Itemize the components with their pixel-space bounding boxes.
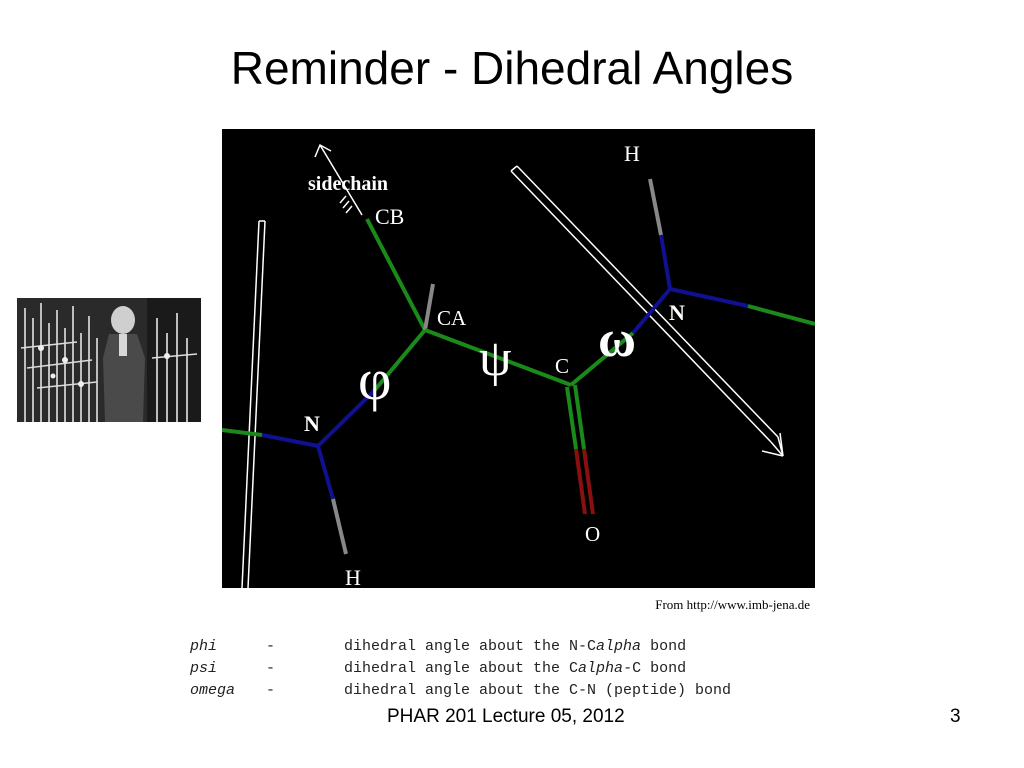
h-top-label: H — [624, 141, 640, 166]
h-bottom-label: H — [345, 565, 361, 588]
cb-label: CB — [375, 204, 405, 229]
n-right-label: N — [669, 300, 685, 325]
definition-dash: - — [266, 682, 276, 699]
definition-dash: - — [266, 660, 276, 677]
definition-term: phi — [190, 638, 218, 655]
definition-description: dihedral angle about the N-Calpha bond — [344, 638, 687, 655]
o-label: O — [585, 522, 601, 546]
definition-dash: - — [266, 638, 276, 655]
image-credit: From http://www.imb-jena.de — [655, 597, 810, 612]
slide-title: Reminder - Dihedral Angles — [230, 42, 794, 94]
definition-description: dihedral angle about the C-N (peptide) bond — [344, 682, 732, 699]
definition-description: dihedral angle about the Calpha-C bond — [344, 660, 687, 677]
sidechain-label: sidechain — [308, 173, 389, 195]
dihedral-angle-diagram — [222, 129, 815, 588]
slide-footer: PHAR 201 Lecture 05, 2012 — [387, 706, 625, 727]
ca-label: CA — [437, 306, 467, 330]
phi-symbol: φ — [358, 347, 392, 412]
diagram-background — [222, 129, 815, 588]
definition-term: psi — [190, 660, 218, 677]
scientist-photo — [17, 298, 201, 422]
psi-symbol: ψ — [479, 330, 512, 387]
omega-symbol: ω — [598, 311, 637, 368]
n-left-label: N — [304, 411, 320, 436]
page-number: 3 — [950, 706, 961, 727]
definition-term: omega — [190, 682, 236, 699]
c-label: C — [555, 354, 570, 378]
